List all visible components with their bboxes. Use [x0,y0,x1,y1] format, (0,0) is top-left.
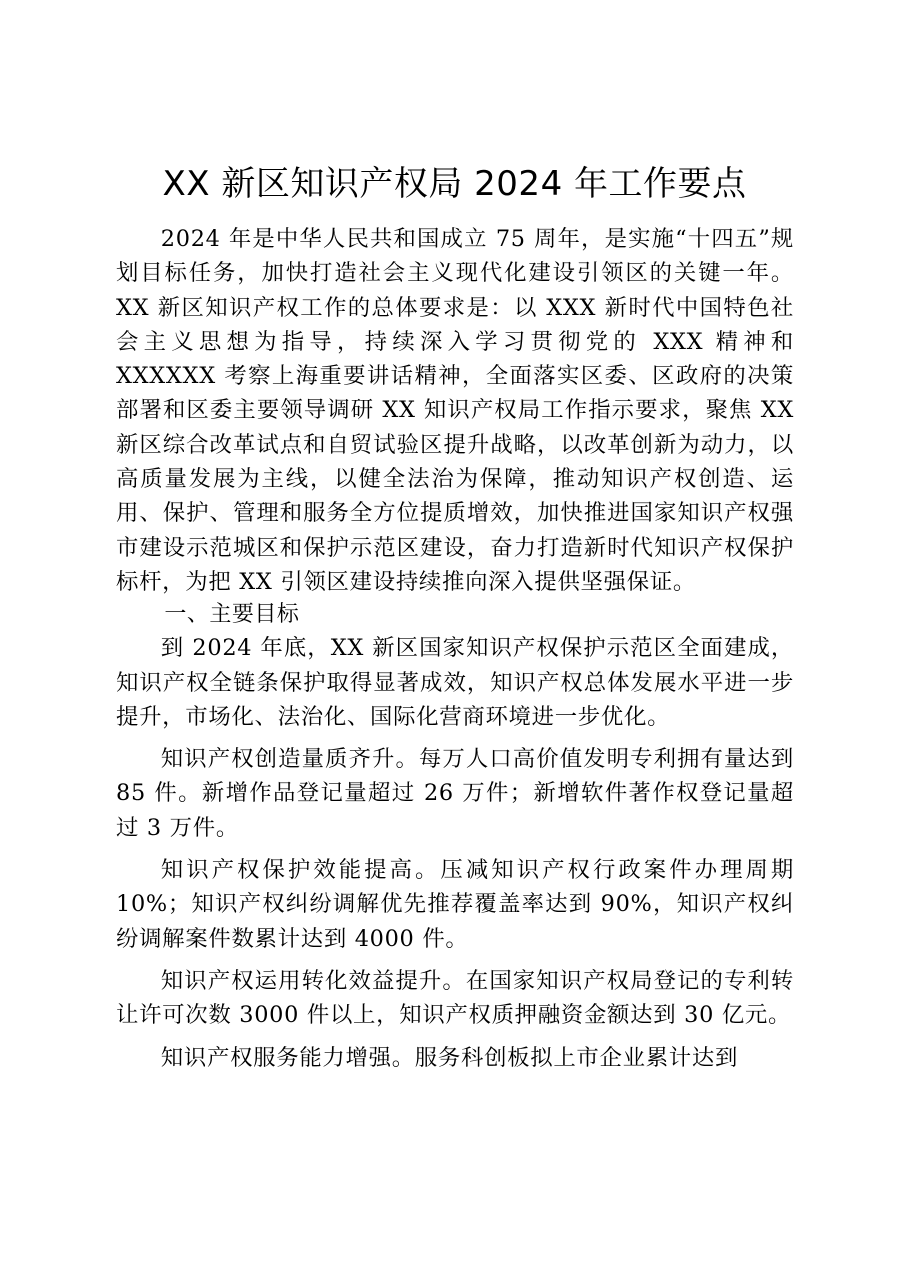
goal-utilization-paragraph: 知识产权运用转化效益提升。在国家知识产权局登记的专利转让许可次数 3000 件以上，知识产权质押融资金额达到 30 亿元。 [116,967,794,1029]
document-title: XX 新区知识产权局 2024 年工作要点 [162,164,747,204]
goal-creation-paragraph: 知识产权创造量质齐升。每万人口高价值发明专利拥有量达到 85 件。新增作品登记量超过 26 万件；新增软件著作权登记量超过 3 万件。 [116,746,794,841]
goal-service-paragraph: 知识产权服务能力增强。服务科创板拟上市企业累计达到 [160,1044,739,1071]
goal-protection-paragraph: 知识产权保护效能提高。压减知识产权行政案件办理周期 10%；知识产权纠纷调解优先推荐覆盖率达到 90%，知识产权纠纷调解案件数累计达到 4000 件。 [116,857,794,952]
document-body [116,222,794,1075]
goal-overview-paragraph: 到 2024 年底，XX 新区国家知识产权保护示范区全面建成，知识产权全链条保护取得显著成效，知识产权总体发展水平进一步提升，市场化、法治化、国际化营商环境进一步优化。 [116,635,794,730]
intro-paragraph: 2024 年是中华人民共和国成立 75 周年，是实施“十四五”规划目标任务，加快打造社会主义现代化建设引领区的关键一年。XX 新区知识产权工作的总体要求是：以 XXX 新时代中国特色社会主义思想为指导，持续深入学习贯彻党的 XXX 精神和 XXXXXX 考察上海重要讲话精神，全面落实区委、区政府的决策部署和区委主要领导调研 XX 知识产权局工作指示要求，聚焦 XX 新区综合改革试点和自贸试验区提升战略，以改革创新为动力，以高质量发展为主线，以健全法治为保障，推动知识产权创造、运用、保护、管理和服务全方位提质增效，加快推进国家知识产权强市建设示范城区和保护示范区建设，奋力打造新时代知识产权保护标杆，为把 XX 引领区建设持续推向深入提供坚强保证。 [116,226,794,595]
section-heading-main-goals: 一、主要目标 [164,602,300,628]
